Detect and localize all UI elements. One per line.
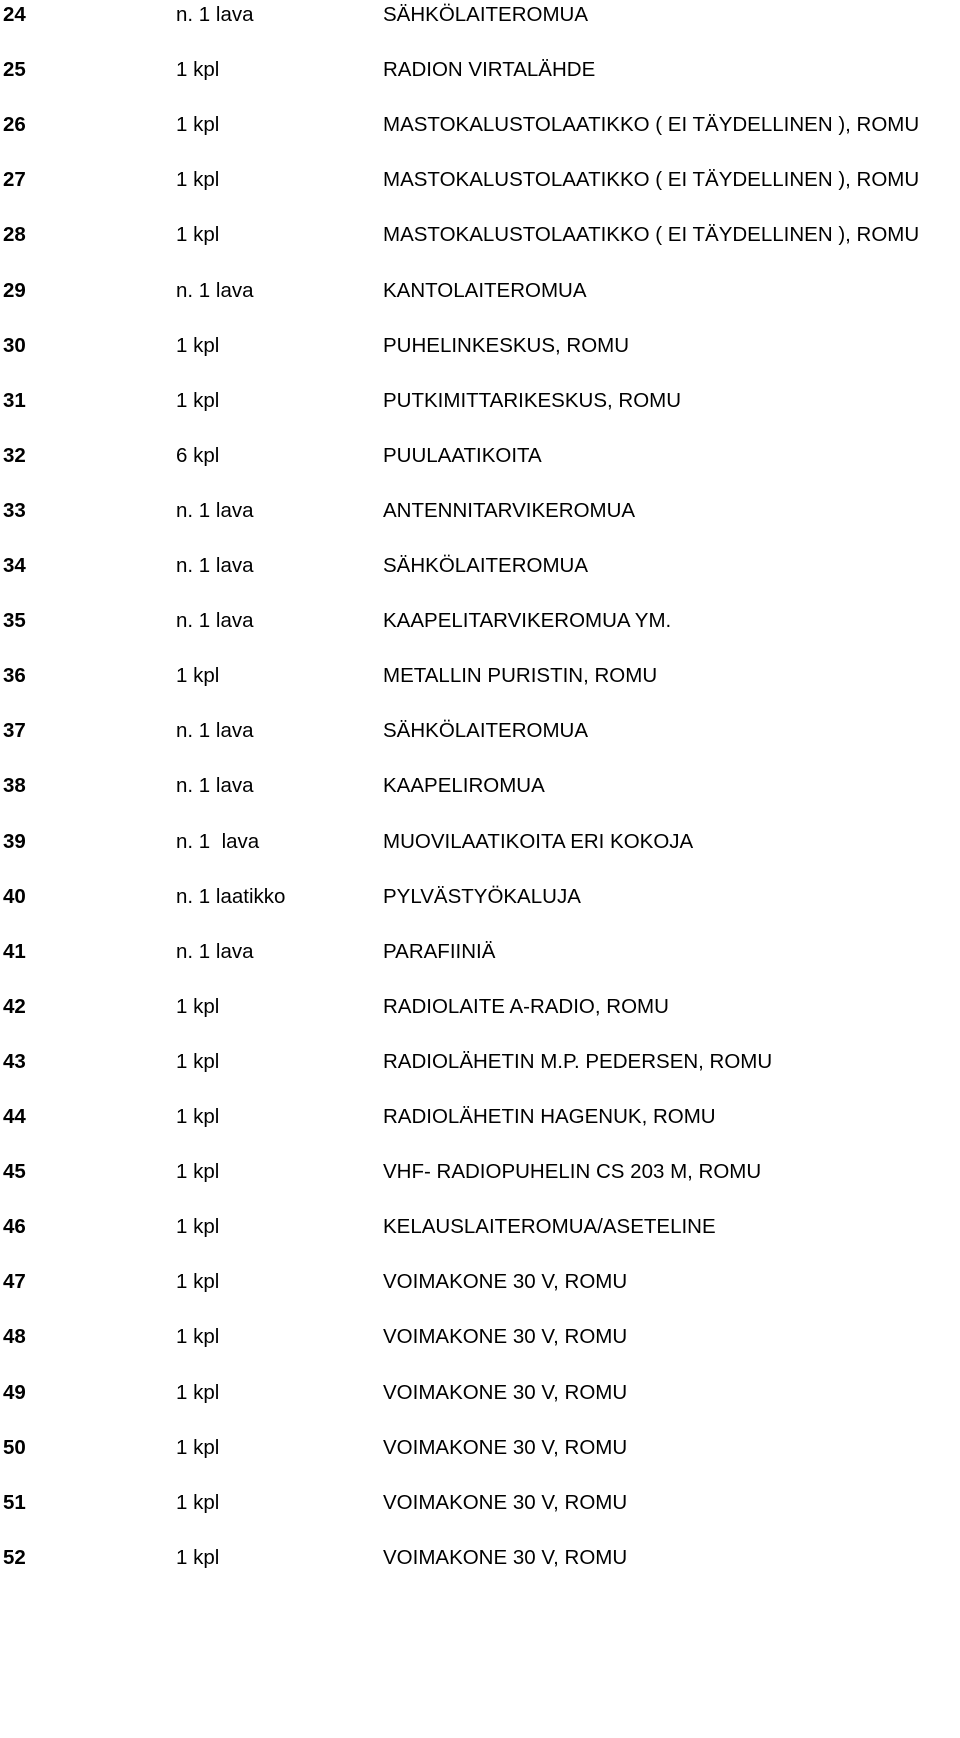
item-description: VOIMAKONE 30 V, ROMU: [383, 1270, 628, 1293]
item-quantity: n. 1 lava: [176, 554, 254, 577]
item-description: RADIOLÄHETIN HAGENUK, ROMU: [383, 1105, 716, 1128]
item-quantity: n. 1 lava: [176, 499, 254, 522]
item-description: MUOVILAATIKOITA ERI KOKOJA: [383, 830, 694, 853]
item-number: 27: [3, 168, 26, 191]
item-quantity: 1 kpl: [176, 1436, 220, 1459]
item-description: PARAFIINIÄ: [383, 940, 496, 963]
list-item: [0, 160, 960, 200]
item-number: 49: [3, 1381, 26, 1404]
item-description: VOIMAKONE 30 V, ROMU: [383, 1491, 628, 1514]
item-number: 42: [3, 995, 26, 1018]
list-item: [0, 491, 960, 531]
list-item: [0, 271, 960, 311]
item-description: RADIOLAITE A-RADIO, ROMU: [383, 995, 669, 1018]
item-description: SÄHKÖLAITEROMUA: [383, 719, 589, 742]
item-quantity: 1 kpl: [176, 1325, 220, 1348]
list-item: [0, 1152, 960, 1192]
item-number: 52: [3, 1546, 26, 1569]
item-number: 35: [3, 609, 26, 632]
list-item: [0, 215, 960, 255]
list-item: [0, 932, 960, 972]
item-number: 39: [3, 830, 26, 853]
item-number: 44: [3, 1105, 26, 1128]
item-description: PUULAATIKOITA: [383, 444, 542, 467]
item-quantity: n. 1 lava: [176, 719, 254, 742]
item-quantity: 1 kpl: [176, 1270, 220, 1293]
item-quantity: 1 kpl: [176, 1491, 220, 1514]
item-quantity: 1 kpl: [176, 113, 220, 136]
item-quantity: 1 kpl: [176, 1105, 220, 1128]
item-description: RADION VIRTALÄHDE: [383, 58, 596, 81]
item-quantity: 1 kpl: [176, 223, 220, 246]
list-item: [0, 656, 960, 696]
list-item: [0, 601, 960, 641]
list-item: [0, 0, 960, 35]
item-number: 43: [3, 1050, 26, 1073]
item-quantity: 1 kpl: [176, 1215, 220, 1238]
item-number: 26: [3, 113, 26, 136]
item-description: SÄHKÖLAITEROMUA: [383, 3, 589, 26]
item-description: PUTKIMITTARIKESKUS, ROMU: [383, 389, 682, 412]
list-item: [0, 766, 960, 806]
item-description: RADIOLÄHETIN M.P. PEDERSEN, ROMU: [383, 1050, 773, 1073]
item-number: 51: [3, 1491, 26, 1514]
item-number: 29: [3, 279, 26, 302]
item-number: 45: [3, 1160, 26, 1183]
list-item: [0, 822, 960, 862]
list-item: [0, 1207, 960, 1247]
list-item: [0, 1262, 960, 1302]
item-quantity: 1 kpl: [176, 1546, 220, 1569]
item-number: 31: [3, 389, 26, 412]
list-item: [0, 1097, 960, 1137]
list-item: [0, 436, 960, 476]
item-number: 32: [3, 444, 26, 467]
item-number: 48: [3, 1325, 26, 1348]
item-quantity: n. 1 lava: [176, 279, 254, 302]
item-quantity: 1 kpl: [176, 58, 220, 81]
item-number: 24: [3, 3, 26, 26]
item-quantity: n. 1 lava: [176, 609, 254, 632]
item-description: PYLVÄSTYÖKALUJA: [383, 885, 581, 908]
item-description: SÄHKÖLAITEROMUA: [383, 554, 589, 577]
item-quantity: n. 1 laatikko: [176, 885, 286, 908]
item-description: VOIMAKONE 30 V, ROMU: [383, 1381, 628, 1404]
item-quantity: 1 kpl: [176, 168, 220, 191]
item-description: MASTOKALUSTOLAATIKKO ( EI TÄYDELLINEN ), ROMU: [383, 113, 920, 136]
item-number: 38: [3, 774, 26, 797]
list-item: [0, 1538, 960, 1578]
item-description: KANTOLAITEROMUA: [383, 279, 587, 302]
item-quantity: 1 kpl: [176, 389, 220, 412]
item-quantity: 1 kpl: [176, 1050, 220, 1073]
item-number: 50: [3, 1436, 26, 1459]
list-item: [0, 1428, 960, 1468]
item-quantity: 1 kpl: [176, 1160, 220, 1183]
item-description: KELAUSLAITEROMUA/ASETELINE: [383, 1215, 716, 1238]
item-description: PUHELINKESKUS, ROMU: [383, 334, 630, 357]
list-item: [0, 1483, 960, 1523]
item-number: 46: [3, 1215, 26, 1238]
item-quantity: n. 1 lava: [176, 940, 254, 963]
item-quantity: n. 1 lava: [176, 830, 260, 853]
item-description: VOIMAKONE 30 V, ROMU: [383, 1325, 628, 1348]
item-number: 41: [3, 940, 26, 963]
item-quantity: 1 kpl: [176, 334, 220, 357]
item-number: 28: [3, 223, 26, 246]
list-item: [0, 326, 960, 366]
item-description: MASTOKALUSTOLAATIKKO ( EI TÄYDELLINEN ), ROMU: [383, 223, 920, 246]
item-number: 40: [3, 885, 26, 908]
list-item: [0, 877, 960, 917]
list-item: [0, 711, 960, 751]
item-number: 47: [3, 1270, 26, 1293]
item-quantity: 6 kpl: [176, 444, 220, 467]
list-item: [0, 987, 960, 1027]
item-quantity: n. 1 lava: [176, 3, 254, 26]
item-quantity: 1 kpl: [176, 664, 220, 687]
list-item: [0, 381, 960, 421]
item-description: MASTOKALUSTOLAATIKKO ( EI TÄYDELLINEN ), ROMU: [383, 168, 920, 191]
list-item: [0, 50, 960, 90]
item-number: 25: [3, 58, 26, 81]
item-quantity: n. 1 lava: [176, 774, 254, 797]
item-description: KAAPELITARVIKEROMUA YM.: [383, 609, 672, 632]
list-item: [0, 105, 960, 145]
item-number: 30: [3, 334, 26, 357]
item-description: ANTENNITARVIKEROMUA: [383, 499, 636, 522]
item-number: 36: [3, 664, 26, 687]
item-description: METALLIN PURISTIN, ROMU: [383, 664, 658, 687]
item-description: VOIMAKONE 30 V, ROMU: [383, 1436, 628, 1459]
item-description: VOIMAKONE 30 V, ROMU: [383, 1546, 628, 1569]
list-item: [0, 546, 960, 586]
item-number: 34: [3, 554, 26, 577]
list-item: [0, 1042, 960, 1082]
item-description: KAAPELIROMUA: [383, 774, 545, 797]
list-item: [0, 1373, 960, 1413]
list-item: [0, 1317, 960, 1357]
item-quantity: 1 kpl: [176, 1381, 220, 1404]
item-number: 37: [3, 719, 26, 742]
item-description: VHF- RADIOPUHELIN CS 203 M, ROMU: [383, 1160, 762, 1183]
item-number: 33: [3, 499, 26, 522]
item-quantity: 1 kpl: [176, 995, 220, 1018]
